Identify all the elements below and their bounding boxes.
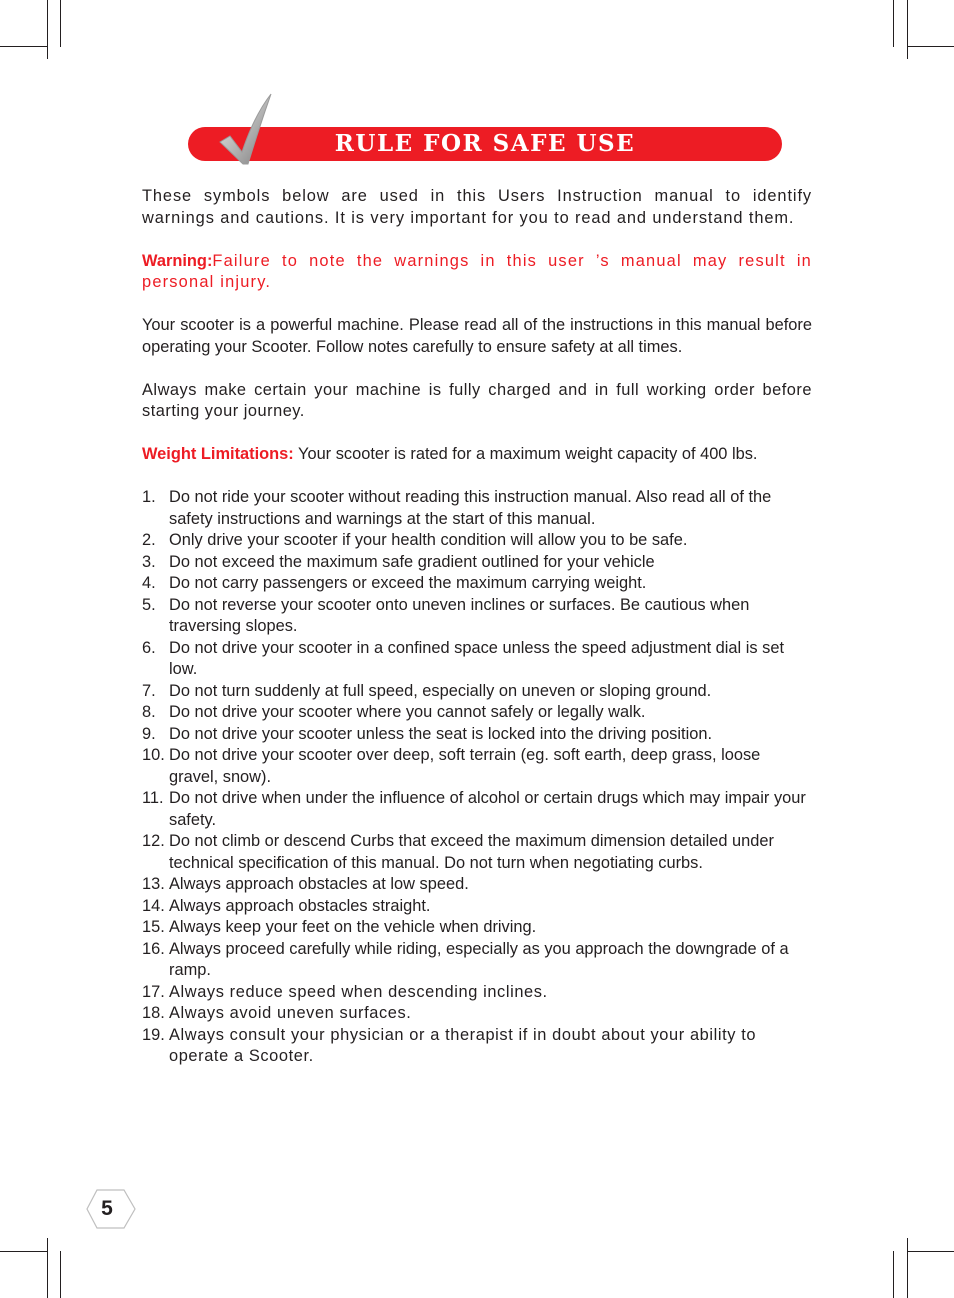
weight-label: Weight Limitations: bbox=[142, 445, 294, 463]
list-item bbox=[142, 724, 812, 746]
list-item-text: Always reduce speed when descending inclines. bbox=[169, 982, 548, 1001]
document-body bbox=[142, 186, 812, 1068]
list-item bbox=[142, 681, 812, 703]
list-item bbox=[142, 939, 812, 982]
list-item bbox=[142, 702, 812, 724]
crop-mark bbox=[0, 46, 47, 47]
list-item-text: Do not drive your scooter over deep, soft terrain (eg. soft earth, deep grass, loose gravel, snow). bbox=[169, 746, 761, 786]
list-item bbox=[142, 1003, 812, 1025]
list-item-number: 14. bbox=[142, 896, 165, 915]
list-item-number: 13. bbox=[142, 875, 165, 893]
list-item-number: 19. bbox=[142, 1025, 165, 1044]
checkmark-icon bbox=[218, 92, 278, 166]
crop-mark bbox=[907, 0, 908, 59]
weight-text: Your scooter is rated for a maximum weight capacity of 400 lbs. bbox=[293, 445, 758, 463]
list-item bbox=[142, 982, 812, 1004]
list-item-number: 15. bbox=[142, 918, 165, 936]
list-item-number: 5. bbox=[142, 595, 156, 614]
crop-mark bbox=[60, 1251, 61, 1298]
weight-paragraph bbox=[142, 444, 812, 466]
crop-mark bbox=[60, 0, 61, 47]
crop-mark bbox=[907, 1238, 908, 1298]
crop-mark bbox=[47, 1238, 48, 1298]
page-number: 5 bbox=[101, 1197, 113, 1220]
list-item-number: 11. bbox=[142, 789, 164, 807]
list-item-number: 6. bbox=[142, 638, 156, 657]
list-item-text: Do not drive when under the influence of alcohol or certain drugs which may impair your safety. bbox=[169, 789, 806, 829]
crop-mark bbox=[907, 1251, 954, 1252]
list-item bbox=[142, 638, 812, 681]
list-item bbox=[142, 788, 812, 831]
list-item bbox=[142, 831, 812, 874]
list-item-text: Always consult your physician or a therapist if in doubt about your ability to operate a Scooter. bbox=[169, 1025, 757, 1065]
list-item-number: 9. bbox=[142, 724, 156, 743]
list-item-text: Do not carry passengers or exceed the maximum carrying weight. bbox=[169, 574, 647, 592]
list-item bbox=[142, 896, 812, 918]
safety-rules-list bbox=[142, 487, 812, 1068]
list-item-number: 8. bbox=[142, 703, 156, 721]
list-item bbox=[142, 573, 812, 595]
list-item bbox=[142, 917, 812, 939]
warning-text: Failure to note the warnings in this user ’s manual may result in personal injury. bbox=[142, 251, 812, 291]
list-item-text: Do not reverse your scooter onto uneven inclines or surfaces. Be cautious when traversing slopes. bbox=[169, 595, 750, 635]
list-item-text: Do not climb or descend Curbs that exceed the maximum dimension detailed under technical specification of this manual. Do not turn when negotiating curbs. bbox=[169, 832, 774, 872]
list-item-number: 3. bbox=[142, 552, 156, 571]
list-item-text: Do not turn suddenly at full speed, especially on uneven or sloping ground. bbox=[169, 681, 712, 700]
list-item-number: 12. bbox=[142, 832, 165, 850]
list-item-number: 10. bbox=[142, 746, 165, 764]
crop-mark bbox=[0, 1251, 47, 1252]
section-title: RULE FOR SAFE USE bbox=[334, 130, 636, 157]
list-item bbox=[142, 595, 812, 638]
list-item-number: 7. bbox=[142, 681, 156, 700]
intro-paragraph: These symbols below are used in this Users Instruction manual to identify warnings and cautions. It is very important for you to read and understand them. bbox=[142, 187, 812, 227]
list-item-text: Always approach obstacles at low speed. bbox=[169, 875, 469, 893]
list-item-text: Do not drive your scooter where you cannot safely or legally walk. bbox=[169, 703, 646, 721]
list-item bbox=[142, 530, 812, 552]
list-item-number: 18. bbox=[142, 1004, 165, 1022]
list-item bbox=[142, 1025, 812, 1068]
list-item-text: Always proceed carefully while riding, especially as you approach the downgrade of a ramp. bbox=[169, 939, 789, 979]
crop-mark bbox=[47, 0, 48, 59]
list-item-number: 17. bbox=[142, 982, 165, 1001]
list-item-text: Do not exceed the maximum safe gradient outlined for your vehicle bbox=[169, 552, 655, 571]
list-item-number: 1. bbox=[142, 488, 156, 506]
list-item-text: Always approach obstacles straight. bbox=[169, 896, 431, 915]
crop-mark bbox=[907, 46, 954, 47]
list-item bbox=[142, 874, 812, 896]
crop-mark bbox=[893, 1251, 894, 1298]
list-item bbox=[142, 552, 812, 574]
crop-mark bbox=[893, 0, 894, 47]
list-item-number: 4. bbox=[142, 574, 156, 592]
list-item bbox=[142, 745, 812, 788]
list-item-text: Do not drive your scooter unless the seat is locked into the driving position. bbox=[169, 724, 713, 743]
warning-label: Warning: bbox=[142, 251, 213, 270]
list-item-text: Only drive your scooter if your health condition will allow you to be safe. bbox=[169, 531, 688, 549]
warning-paragraph bbox=[142, 251, 812, 294]
list-item-text: Do not drive your scooter in a confined space unless the speed adjustment dial is set low. bbox=[169, 638, 785, 678]
list-item-number: 16. bbox=[142, 939, 165, 958]
list-item bbox=[142, 487, 812, 530]
list-item-text: Always avoid uneven surfaces. bbox=[169, 1004, 412, 1022]
list-item-number: 2. bbox=[142, 531, 156, 549]
powerful-machine-paragraph: Your scooter is a powerful machine. Please read all of the instructions in this manual before operating your Scooter. Follow notes carefully to ensure safety at all times. bbox=[142, 316, 812, 356]
charged-paragraph: Always make certain your machine is fully charged and in full working order before starting your journey. bbox=[142, 380, 812, 420]
list-item-text: Do not ride your scooter without reading this instruction manual. Also read all of the safety instructions and warnings at the start of this manual. bbox=[169, 488, 772, 528]
list-item-text: Always keep your feet on the vehicle when driving. bbox=[169, 918, 537, 936]
